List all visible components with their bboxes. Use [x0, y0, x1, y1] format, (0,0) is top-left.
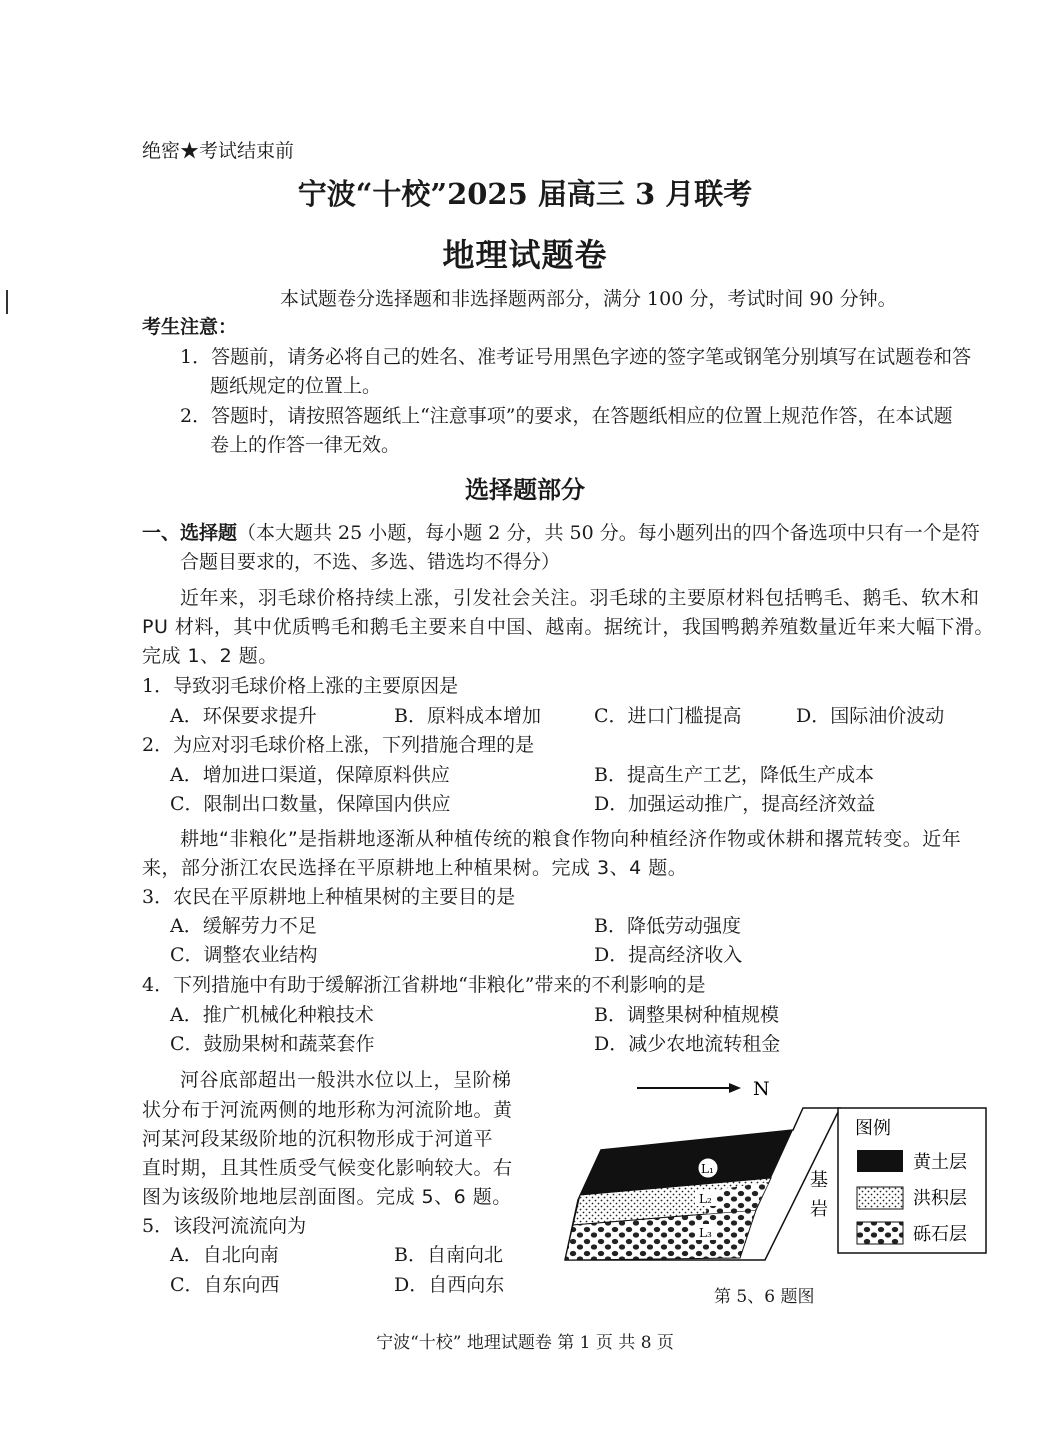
legend-label-flood: 洪积层 — [913, 1188, 967, 1209]
notice-item-2-line1: 2．答题时，请按照答题纸上“注意事项”的要求，在答题纸相应的位置上规范作答，在本试题 — [180, 405, 953, 427]
q4-option-a: A．推广机械化种粮技术 — [170, 1004, 374, 1026]
q5-stem: 5．该段河流流向为 — [142, 1215, 307, 1237]
bedrock-label-1: 基 — [810, 1170, 828, 1191]
part-instructions-line1 — [142, 518, 980, 545]
notice-item-1-line1: 1．答题前，请务必将自己的姓名、准考证号用黑色字迹的签字笔或钢笔分别填写在试题卷和答 — [180, 346, 972, 368]
notice-item-1-line2: 题纸规定的位置上。 — [210, 375, 382, 397]
figure-caption: 第 5、6 题图 — [714, 1287, 815, 1307]
confidential-label: 绝密★考试结束前 — [142, 140, 295, 162]
passage3-line3: 河某河段某级阶地的沉积物形成于河道平 — [142, 1128, 494, 1150]
svg-text:L₃: L₃ — [699, 1226, 712, 1240]
part-desc: （本大题共 25 小题，每小题 2 分，共 50 分。每小题列出的四个备选项中只有一个是符 — [237, 522, 980, 544]
passage3-line4: 直时期，且其性质受气候变化影响较大。右 — [142, 1157, 513, 1179]
legend — [838, 1108, 986, 1253]
q3-option-d: D．提高经济收入 — [594, 944, 743, 966]
q1-option-b: B．原料成本增加 — [394, 705, 541, 727]
passage1-line1: 近年来，羽毛球价格持续上涨，引发社会关注。羽毛球的主要原材料包括鸭毛、鹅毛、软木和 — [180, 587, 980, 609]
q1-stem: 1．导致羽毛球价格上涨的主要原因是 — [142, 675, 459, 697]
legend-title: 图例 — [855, 1118, 891, 1139]
subject-title: 地理试题卷 — [442, 236, 608, 274]
passage1-line2: PU 材料，其中优质鸭毛和鹅毛主要来自中国、越南。据统计，我国鸭鹅养殖数量近年来大幅下滑。 — [142, 616, 994, 638]
page-footer: 宁波“十校” 地理试题卷 第 1 页 共 8 页 — [376, 1333, 674, 1353]
legend-swatch-gravel — [857, 1222, 903, 1244]
notice-item-2-line2: 卷上的作答一律无效。 — [210, 434, 401, 456]
q3-option-c: C．调整农业结构 — [170, 944, 318, 966]
q1-option-a: A．环保要求提升 — [170, 705, 317, 727]
north-label: N — [753, 1078, 770, 1100]
q4-option-b: B．调整果树种植规模 — [594, 1004, 779, 1026]
passage1-line3: 完成 1、2 题。 — [142, 645, 278, 667]
svg-text:L₁: L₁ — [701, 1162, 714, 1176]
q1-option-d: D．国际油价波动 — [796, 705, 945, 727]
part-instructions-line2: 合题目要求的，不选、多选、错选均不得分） — [180, 551, 561, 573]
passage2-line1: 耕地“非粮化”是指耕地逐渐从种植传统的粮食作物向种植经济作物或休耕和撂荒转变。近年 — [180, 828, 962, 850]
margin-mark — [6, 290, 8, 314]
north-arrow — [637, 1083, 741, 1093]
exam-intro: 本试题卷分选择题和非选择题两部分，满分 100 分，考试时间 90 分钟。 — [280, 288, 897, 310]
q2-option-c: C．限制出口数量，保障国内供应 — [170, 793, 451, 815]
q5-option-c: C．自东向西 — [170, 1274, 280, 1296]
legend-label-loess: 黄土层 — [913, 1152, 967, 1173]
passage3-line2: 状分布于河流两侧的地形称为河流阶地。黄 — [142, 1099, 513, 1121]
q2-option-d: D．加强运动推广，提高经济效益 — [594, 793, 876, 815]
q5-option-d: D．自西向东 — [394, 1274, 505, 1296]
legend-label-gravel: 砾石层 — [913, 1224, 967, 1245]
bedrock-label-2: 岩 — [810, 1199, 828, 1220]
q3-option-b: B．降低劳动强度 — [594, 915, 741, 937]
layer-label-l1 — [698, 1158, 718, 1178]
svg-text:L₂: L₂ — [699, 1192, 712, 1206]
q5-option-a: A．自北向南 — [170, 1244, 279, 1266]
terrace-profile-figure — [555, 1070, 995, 1280]
q2-option-a: A．增加进口渠道，保障原料供应 — [170, 764, 450, 786]
passage2-line2: 来，部分浙江农民选择在平原耕地上种植果树。完成 3、4 题。 — [142, 857, 688, 879]
section-heading: 选择题部分 — [465, 475, 585, 504]
passage3-line5: 图为该级阶地地层剖面图。完成 5、6 题。 — [142, 1186, 512, 1208]
q1-option-c: C．进口门槛提高 — [594, 705, 742, 727]
q4-option-d: D．减少农地流转租金 — [594, 1033, 781, 1055]
q2-option-b: B．提高生产工艺，降低生产成本 — [594, 764, 874, 786]
passage3-line1: 河谷底部超出一般洪水位以上，呈阶梯 — [180, 1069, 512, 1091]
part-label: 一、选择题 — [142, 522, 238, 544]
layer-label-l3 — [695, 1224, 717, 1240]
q4-option-c: C．鼓励果树和蔬菜套作 — [170, 1033, 375, 1055]
q5-option-b: B．自南向北 — [394, 1244, 503, 1266]
q2-stem: 2．为应对羽毛球价格上涨，下列措施合理的是 — [142, 734, 535, 756]
notice-heading: 考生注意： — [142, 316, 238, 338]
legend-swatch-loess — [857, 1150, 903, 1172]
exam-title: 宁波“十校”2025 届高三 3 月联考 — [297, 177, 753, 211]
q4-stem: 4．下列措施中有助于缓解浙江省耕地“非粮化”带来的不利影响的是 — [142, 974, 706, 996]
q3-option-a: A．缓解劳力不足 — [170, 915, 317, 937]
layer-label-l2 — [695, 1190, 717, 1206]
legend-swatch-flood — [857, 1187, 903, 1209]
q3-stem: 3．农民在平原耕地上种植果树的主要目的是 — [142, 886, 516, 908]
